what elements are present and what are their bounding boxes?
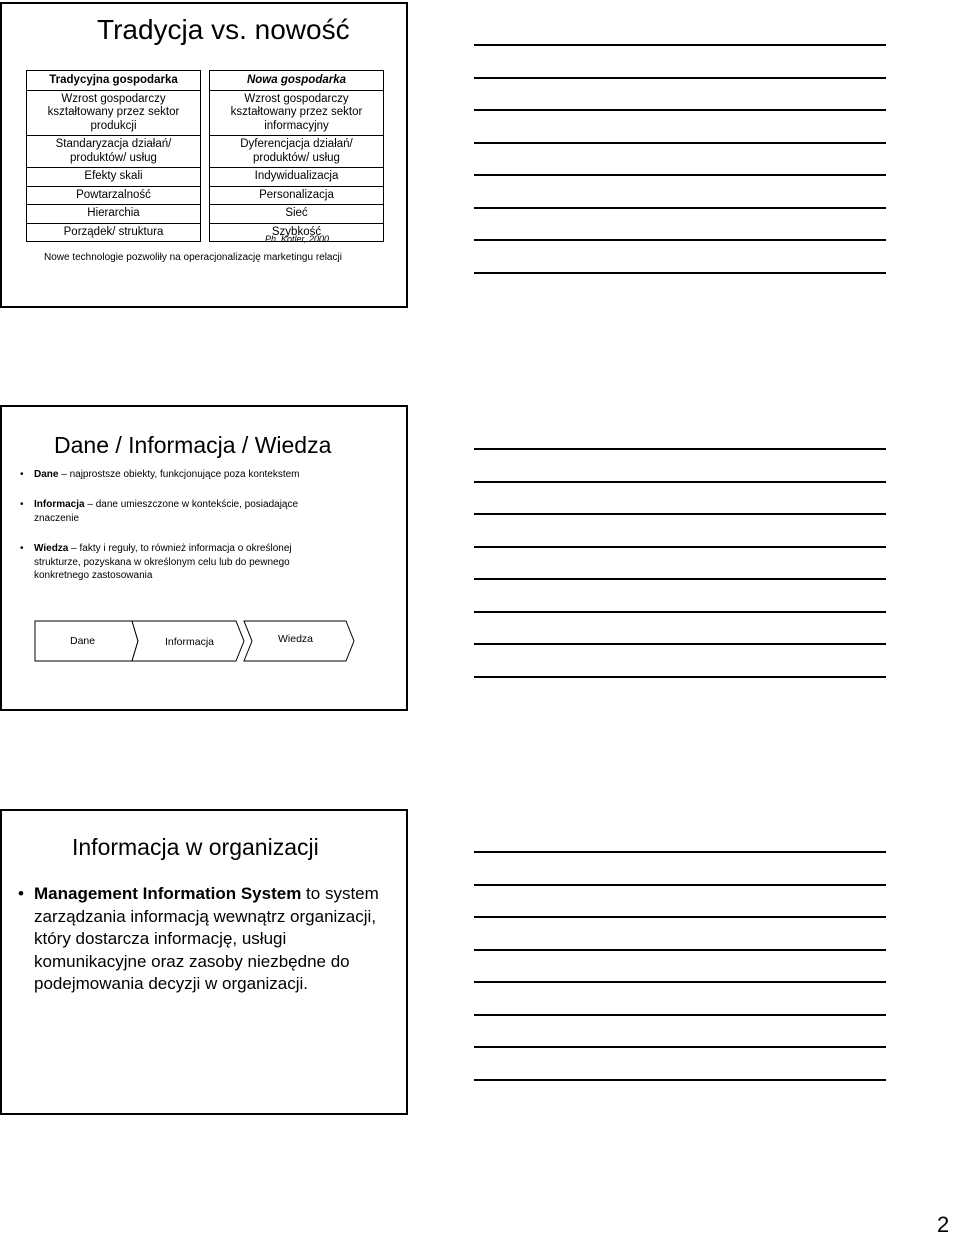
bullet-icon: • bbox=[20, 543, 24, 554]
notes-lines-1 bbox=[474, 44, 886, 304]
slide-informacja-w-organizacji bbox=[0, 809, 408, 1115]
slide-title: Tradycja vs. nowość bbox=[97, 14, 350, 45]
table-cell: Wzrost gospodarczy kształtowany przez sektor informacyjny bbox=[210, 91, 383, 137]
bullet-item bbox=[20, 468, 390, 482]
slide-title: Dane / Informacja / Wiedza bbox=[54, 432, 332, 458]
table-cell: Wzrost gospodarczy kształtowany przez sektor produkcji bbox=[27, 91, 200, 137]
slide-title: Informacja w organizacji bbox=[72, 834, 319, 860]
notes-lines-3 bbox=[474, 851, 886, 1111]
bullet-term: Dane bbox=[34, 469, 59, 480]
chevron-label: Dane bbox=[70, 635, 96, 647]
bullet-term: Management Information System bbox=[34, 884, 302, 903]
table-cell: Sieć bbox=[210, 205, 383, 224]
chevron-label: Wiedza bbox=[278, 633, 314, 645]
bullet-icon: • bbox=[18, 884, 24, 903]
table-cell: Porządek/ struktura bbox=[63, 225, 164, 238]
table-cell: Indywidualizacja bbox=[210, 168, 383, 187]
table-header: Nowa gospodarka bbox=[210, 71, 383, 91]
slide-body bbox=[18, 883, 398, 996]
table-cell: Standaryzacja działań/ produktów/ usług bbox=[27, 136, 200, 168]
bullet-text: – najprostsze obiekty, funkcjonujące poza kontekstem bbox=[58, 469, 300, 480]
bullet-text: to system zarządzania informacją wewnątrz organizacji, który dostarcza informację, usługi komunikacyjne oraz zasoby niezbędne do podejmowania decyzji w organizacji. bbox=[34, 884, 379, 993]
slide-note: Nowe technologie pozwoliły na operacjonalizację marketingu relacji bbox=[44, 252, 342, 263]
new-economy-table bbox=[209, 70, 384, 242]
bullet-icon: • bbox=[20, 499, 24, 510]
bullet-item bbox=[20, 498, 340, 525]
slide-tradycja-vs-nowosc bbox=[0, 2, 408, 308]
bullet-term: Informacja bbox=[34, 499, 85, 510]
citation: Ph. Kotler, 2000 bbox=[265, 234, 330, 244]
bullet-term: Wiedza bbox=[34, 543, 69, 554]
table-cell: Efekty skali bbox=[27, 168, 200, 187]
table-cell: Szybkość bbox=[271, 225, 322, 238]
table-cell: Dyferencjacja działań/ produktów/ usług bbox=[210, 136, 383, 168]
table-cell: Hierarchia bbox=[27, 205, 200, 224]
table-cell: Personalizacja bbox=[210, 187, 383, 206]
bullet-text: – dane umieszczone w kontekście, posiadające znaczenie bbox=[34, 499, 299, 524]
slide-dane-informacja-wiedza bbox=[0, 405, 408, 711]
notes-lines-2 bbox=[474, 448, 886, 708]
chevron-label: Informacja bbox=[165, 636, 215, 648]
bullet-icon: • bbox=[20, 469, 24, 480]
process-chevrons bbox=[34, 620, 364, 662]
traditional-economy-table bbox=[26, 70, 201, 242]
bullet-item bbox=[20, 542, 338, 583]
table-header: Tradycyjna gospodarka bbox=[27, 71, 200, 91]
page-number: 2 bbox=[937, 1212, 950, 1237]
table-cell: Powtarzalność bbox=[27, 187, 200, 206]
bullet-text: – fakty i reguły, to również informacja o określonej strukturze, pozyskana w określonym celu lub do pewnego konkretnego zastosowania bbox=[34, 543, 292, 581]
